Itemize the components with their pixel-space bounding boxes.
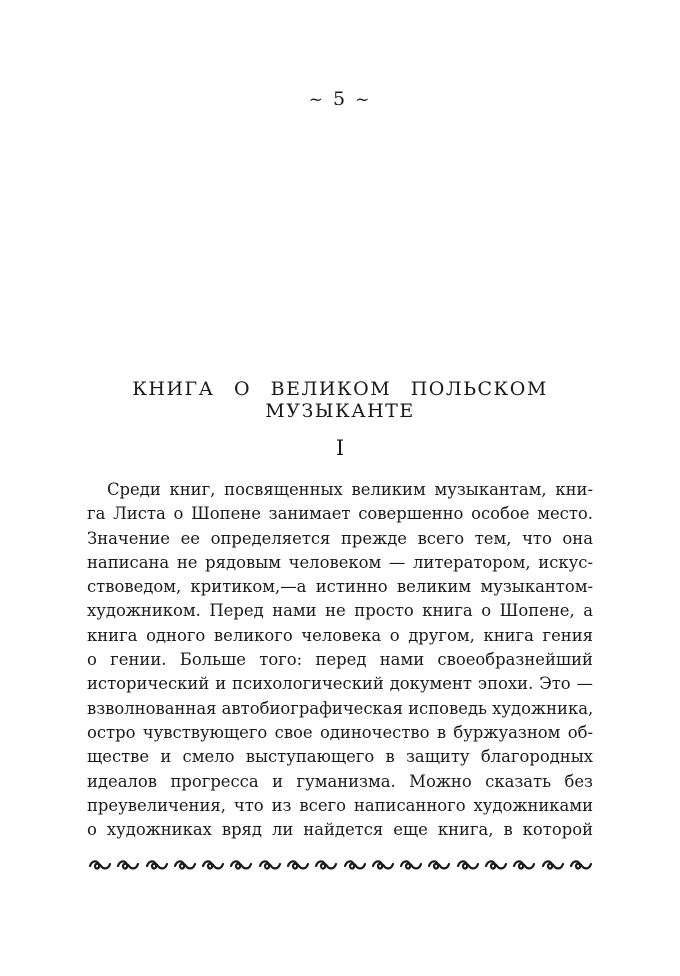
text-line: Среди книг, посвященных великим музыкантам, кни- xyxy=(107,480,593,499)
text-line: о гении. Больше того: перед нами своеобразнейший xyxy=(87,650,593,670)
flourish-icon xyxy=(145,858,169,872)
text-line: ществе и смело выступающего в защиту благородных xyxy=(87,747,593,767)
flourish-icon xyxy=(427,858,451,872)
text-line: преувеличения, что из всего написанного художниками xyxy=(87,795,593,815)
footer-ornament-border xyxy=(88,858,593,872)
page-number: 5 xyxy=(332,88,348,110)
text-line: га Листа о Шопене занимает совершенно особое место. xyxy=(87,504,593,524)
flourish-icon xyxy=(541,858,565,872)
flourish-icon xyxy=(258,858,282,872)
flourish-icon xyxy=(569,858,593,872)
chapter-title: КНИГА О ВЕЛИКОМ ПОЛЬСКОМ МУЗЫКАНТЕ xyxy=(132,378,548,422)
flourish-icon xyxy=(173,858,197,872)
text-line: о художниках вряд ли найдется еще книга, в которой xyxy=(87,820,593,840)
flourish-icon xyxy=(371,858,395,872)
text-line: остро чувствующего свое одиночество в буржуазном об- xyxy=(87,722,593,742)
flourish-icon xyxy=(484,858,508,872)
flourish-icon xyxy=(343,858,367,872)
body-paragraph xyxy=(87,478,593,842)
flourish-icon xyxy=(399,858,423,872)
text-line: написана не рядовым человеком — литератором, искус- xyxy=(87,552,593,572)
text-line: исторический и психологический документ эпохи. Это — xyxy=(87,674,593,694)
text-line: ствоведом, критиком,—а истинно великим музыкантом- xyxy=(87,577,593,597)
text-line: книга одного великого человека о другом, книга гения xyxy=(87,625,593,645)
page-number-header xyxy=(0,88,680,110)
flourish-icon xyxy=(314,858,338,872)
flourish-icon xyxy=(229,858,253,872)
flourish-icon xyxy=(116,858,140,872)
flourish-icon xyxy=(88,858,112,872)
flourish-icon xyxy=(512,858,536,872)
flourish-icon xyxy=(456,858,480,872)
text-line: художником. Перед нами не просто книга о Шопене, а xyxy=(87,601,593,621)
text-line: идеалов прогресса и гуманизма. Можно сказать без xyxy=(87,771,593,791)
right-flourish-ornament: ~ xyxy=(355,90,372,110)
section-number: I xyxy=(335,436,345,460)
flourish-icon xyxy=(201,858,225,872)
flourish-icon xyxy=(286,858,310,872)
left-flourish-ornament: ~ xyxy=(308,90,325,110)
text-line: Значение ее определяется прежде всего тем, что она xyxy=(87,528,593,548)
text-line: взволнованная автобиографическая исповедь художника, xyxy=(87,698,594,718)
